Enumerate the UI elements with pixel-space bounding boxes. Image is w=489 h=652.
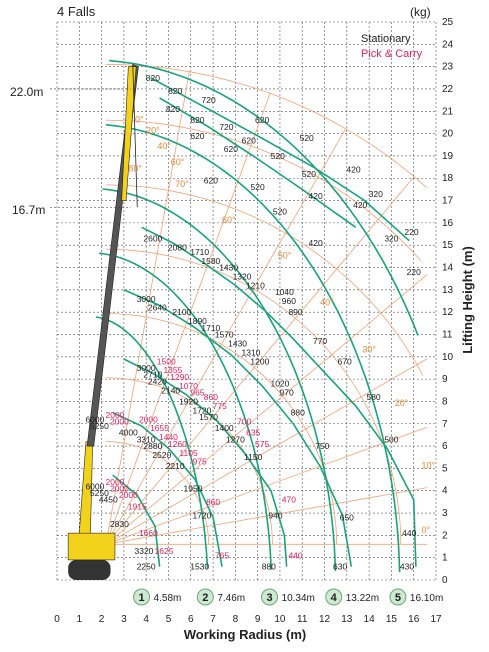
x-tick-label: 10	[274, 614, 286, 625]
x-tick-label: 7	[210, 614, 216, 625]
capacity-label: 1530	[190, 561, 210, 572]
capacity-label: 1915	[127, 501, 147, 512]
angle-label: 70°	[175, 179, 189, 190]
capacity-label: 520	[270, 150, 285, 161]
boom-section-length: 13.22m	[345, 593, 380, 604]
capacity-label: 5250	[89, 420, 109, 431]
capacity-label: 2080	[167, 242, 187, 253]
y-tick-label: 11	[442, 329, 453, 341]
x-tick-label: 2	[98, 614, 105, 625]
capacity-label: 1655	[150, 423, 170, 434]
capacity-label: 620	[190, 130, 205, 141]
capacity-label: 2250	[136, 561, 156, 572]
capacity-label: 1570	[214, 329, 234, 340]
capacity-label: 1430	[228, 338, 248, 349]
capacity-label: 1020	[270, 378, 290, 389]
capacity-label: 1710	[201, 322, 221, 333]
height-marker-16-7m: 16.7m	[12, 203, 46, 217]
boom-section-length: 10.34m	[281, 593, 315, 604]
capacity-label: 520	[299, 133, 314, 144]
capacity-label: 1440	[159, 432, 178, 443]
x-tick-label: 13	[341, 614, 353, 625]
capacity-label: 620	[223, 144, 238, 155]
capacity-label: 620	[203, 175, 218, 186]
boom-section-length: 16.10m	[409, 593, 444, 604]
capacity-label: 470	[281, 494, 296, 505]
capacity-label: 2880	[143, 441, 163, 452]
angle-label: 50°	[277, 250, 292, 261]
capacity-label: 1210	[245, 280, 265, 291]
capacity-label: 220	[406, 266, 421, 277]
capacity-label: 580	[366, 391, 381, 402]
height-marker-22m: 22.0m	[10, 85, 44, 99]
capacity-label: 1310	[241, 347, 261, 358]
x-tick-label: 14	[363, 614, 375, 625]
capacity-label: 500	[384, 434, 399, 445]
capacity-label: 2830	[109, 519, 129, 530]
capacity-label: 1270	[225, 434, 245, 445]
boom-section-number: 1	[138, 592, 145, 604]
capacity-label: 770	[312, 336, 328, 347]
y-tick-label: 15	[442, 240, 454, 252]
capacity-label: 2520	[152, 450, 172, 461]
capacity-label: 860	[205, 496, 221, 507]
capacity-label: 1200	[250, 356, 270, 367]
capacity-label: 670	[337, 356, 352, 367]
capacity-label: 2140	[161, 385, 181, 396]
capacity-label: 820	[165, 104, 181, 115]
y-tick-label: 23	[442, 61, 454, 73]
capacity-label: 750	[315, 441, 330, 452]
capacity-label: 320	[384, 233, 399, 244]
capacity-label: 2210	[165, 461, 185, 472]
capacity-label: 1400	[214, 423, 234, 434]
unit-label: (kg)	[410, 5, 431, 19]
capacity-label: 4000	[118, 427, 138, 438]
x-axis-label: Working Radius (m)	[183, 627, 307, 642]
y-tick-label: 16	[442, 217, 454, 229]
capacity-label: 420	[346, 164, 361, 175]
y-axis-label: Lifting Height (m)	[460, 246, 475, 354]
y-tick-label: 12	[442, 307, 454, 319]
capacity-label: 1710	[190, 246, 210, 257]
capacity-label: 630	[333, 561, 348, 572]
x-tick-label: 1	[76, 614, 83, 625]
capacity-label: 430	[399, 561, 415, 572]
x-tick-label: 12	[318, 614, 331, 625]
capacity-label: 440	[288, 550, 303, 561]
capacity-label: 2000	[138, 414, 158, 425]
capacity-label: 1320	[232, 271, 252, 282]
capacity-label: 1105	[179, 447, 198, 458]
legend-stationary: Stationary	[361, 33, 411, 45]
capacity-label: 820	[190, 115, 205, 126]
angle-ray	[106, 275, 427, 545]
capacity-label: 2100	[172, 307, 192, 318]
y-tick-label: 24	[442, 39, 454, 51]
capacity-label: 650	[339, 512, 354, 523]
capacity-label: 940	[268, 510, 283, 521]
capacity-label: 1290	[170, 371, 190, 382]
capacity-label: 320	[368, 188, 383, 199]
y-tick-label: 17	[442, 195, 454, 207]
x-tick-label: 17	[430, 614, 442, 625]
x-tick-label: 16	[408, 614, 420, 625]
y-tick-label: 20	[442, 128, 454, 140]
angle-label: 80°	[128, 163, 142, 174]
capacity-label: 1500	[156, 356, 176, 367]
y-tick-label: 5	[442, 463, 448, 475]
capacity-label: 1625	[154, 545, 174, 556]
legend-pick-carry: Pick & Carry	[361, 48, 423, 60]
angle-label: 0°	[135, 114, 144, 125]
angle-label: 60°	[170, 156, 185, 167]
capacity-label: 6000	[85, 481, 105, 492]
capacity-label: 620	[255, 115, 270, 126]
capacity-label: 5250	[89, 487, 109, 498]
x-tick-label: 11	[297, 614, 308, 625]
y-tick-label: 25	[442, 17, 454, 28]
capacity-label: 700	[237, 416, 252, 427]
angle-label: 10°	[421, 460, 436, 471]
capacity-label: 2420	[147, 376, 167, 387]
y-tick-label: 8	[442, 396, 448, 408]
boom-section-number: 5	[394, 592, 401, 604]
capacity-label: 575	[255, 438, 270, 449]
capacity-label: 1430	[219, 262, 239, 273]
capacity-label: 2640	[147, 302, 167, 313]
x-tick-label: 5	[165, 614, 172, 625]
y-tick-label: 19	[442, 150, 454, 162]
capacity-label: 1070	[179, 380, 198, 391]
capacity-label: 1950	[183, 483, 203, 494]
x-tick-label: 15	[385, 614, 397, 625]
capacity-label: 520	[272, 206, 288, 217]
x-tick-label: 8	[232, 614, 239, 625]
capacity-label: 2000	[109, 416, 129, 427]
capacity-label: 6000	[85, 414, 105, 425]
y-tick-label: 4	[442, 485, 448, 497]
working-range-curve	[103, 189, 336, 571]
x-tick-label: 4	[143, 614, 149, 625]
x-tick-label: 9	[254, 614, 261, 625]
capacity-label: 1355	[163, 365, 183, 376]
capacity-label: 420	[353, 200, 368, 211]
capacity-label: 2000	[105, 409, 125, 420]
y-tick-label: 9	[442, 374, 448, 386]
boom-section-length: 7.46m	[217, 593, 246, 604]
y-tick-label: 10	[442, 351, 454, 363]
capacity-label: 1720	[192, 510, 212, 521]
angle-label: 60°	[221, 214, 236, 225]
capacity-label: 440	[402, 528, 417, 539]
y-tick-label: 2	[442, 530, 448, 542]
capacity-label: 2000	[109, 483, 129, 494]
capacity-label: 820	[145, 72, 160, 83]
capacity-label: 720	[201, 95, 216, 106]
y-tick-label: 21	[442, 106, 454, 118]
crane-body	[68, 533, 115, 560]
capacity-label: 635	[246, 427, 261, 438]
boom-section-length: 4.58m	[153, 593, 182, 604]
capacity-label: 965	[190, 387, 205, 398]
capacity-label: 720	[219, 121, 234, 132]
boom-section-number: 2	[202, 592, 209, 604]
capacity-label: 620	[241, 135, 256, 146]
y-tick-label: 13	[442, 284, 454, 296]
y-tick-label: 1	[442, 552, 448, 564]
capacity-label: 3000	[136, 362, 156, 373]
angle-label: 40°	[157, 141, 171, 152]
y-tick-label: 18	[442, 173, 454, 185]
capacity-label: 975	[192, 456, 207, 467]
capacity-label: 420	[308, 237, 323, 248]
capacity-label: 880	[290, 407, 305, 418]
angle-label: 40°	[320, 297, 334, 308]
capacity-label: 860	[203, 391, 218, 402]
capacity-label: 420	[308, 191, 323, 202]
capacity-label: 2710	[143, 369, 163, 380]
capacity-label: 820	[168, 86, 183, 97]
y-tick-label: 7	[442, 418, 448, 430]
angle-label: 30°	[362, 344, 377, 355]
capacity-label: 1150	[244, 452, 263, 463]
capacity-label: 1720	[192, 405, 212, 416]
angle-label: 0°	[421, 525, 431, 536]
capacity-label: 1580	[201, 255, 221, 266]
capacity-label: 520	[250, 182, 265, 193]
capacity-label: 1040	[274, 287, 294, 298]
x-tick-label: 3	[121, 614, 127, 625]
x-tick-label: 0	[54, 614, 60, 625]
y-tick-label: 3	[442, 508, 448, 520]
angle-label: 20°	[146, 125, 160, 136]
boom-section-number: 4	[330, 592, 337, 604]
capacity-label: 1920	[179, 396, 198, 407]
capacity-label: 775	[212, 400, 227, 411]
capacity-label: 220	[404, 226, 419, 237]
capacity-label: 880	[261, 561, 276, 572]
capacity-label: 2600	[143, 233, 163, 244]
capacity-label: 1570	[199, 412, 219, 423]
capacity-label: 2000	[105, 476, 125, 487]
capacity-label: 520	[301, 168, 317, 179]
capacity-label: 1890	[187, 316, 207, 327]
y-tick-label: 6	[442, 441, 448, 453]
capacity-label: 960	[281, 296, 296, 306]
capacity-label: 2000	[118, 490, 138, 501]
angle-label: 20°	[394, 397, 409, 408]
capacity-label: 3310	[136, 434, 156, 445]
capacity-label: 970	[279, 387, 294, 398]
x-tick-label: 6	[187, 614, 194, 625]
capacity-label: 3000	[136, 293, 156, 304]
capacity-label: 4450	[98, 494, 118, 505]
y-tick-label: 0	[442, 575, 448, 586]
capacity-label: 1260	[167, 438, 187, 449]
capacity-label: 1660	[138, 528, 158, 539]
crane-track	[68, 560, 110, 580]
boom-section-number: 3	[266, 592, 273, 604]
capacity-label: 3320	[134, 545, 154, 556]
chart-title: 4 Falls	[57, 4, 96, 19]
capacity-label: 765	[214, 550, 230, 561]
y-tick-label: 14	[442, 262, 454, 274]
y-tick-label: 22	[442, 83, 454, 95]
capacity-label: 890	[288, 307, 303, 318]
